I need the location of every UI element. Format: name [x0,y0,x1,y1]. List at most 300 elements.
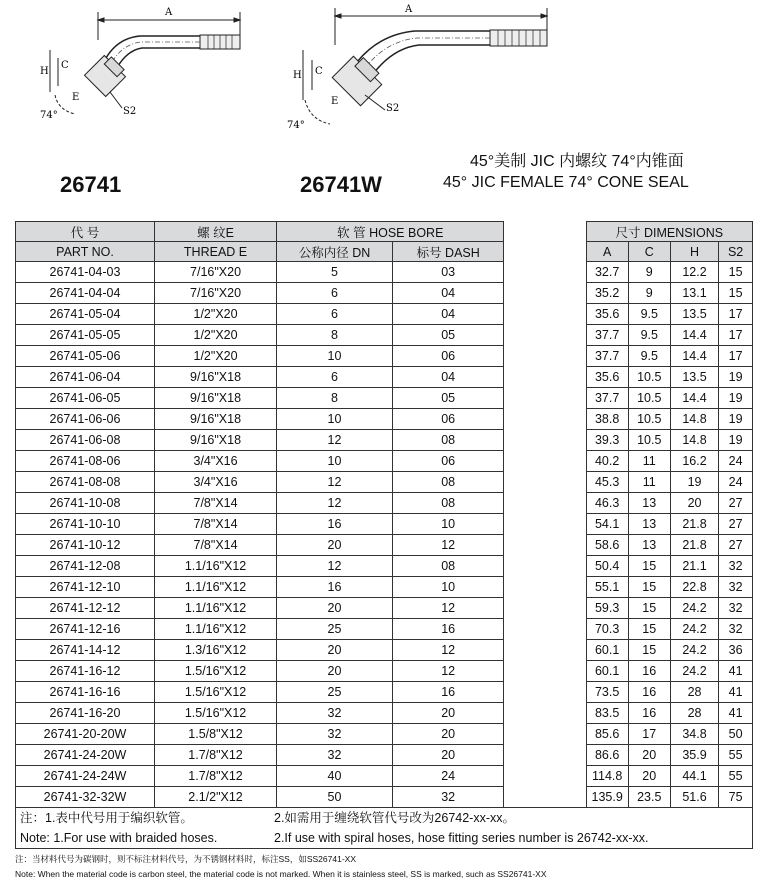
cell-c: 11 [628,472,670,493]
cell-gap [504,325,586,346]
cell-h: 14.8 [670,430,718,451]
cell-h: 22.8 [670,577,718,598]
cell-h: 34.8 [670,724,718,745]
cell-thread: 3/4"X16 [154,451,276,472]
cell-dn: 6 [277,304,393,325]
dim-e-label: E [72,92,80,103]
cell-part-no: 26741-10-10 [16,514,155,535]
cell-s2: 17 [719,346,753,367]
cell-s2: 32 [719,598,753,619]
table-row [16,703,753,724]
cell-h: 24.2 [670,640,718,661]
header-dimensions: 尺寸 DIMENSIONS [586,222,752,242]
cell-h: 13.5 [670,304,718,325]
table-row [16,325,753,346]
table-row [16,514,753,535]
cell-s2: 41 [719,661,753,682]
cell-dn: 10 [277,409,393,430]
note-row-cn [16,808,752,828]
cell-part-no: 26741-20-20W [16,724,155,745]
cell-dn: 5 [277,262,393,283]
cell-gap [504,346,586,367]
table-row [16,430,753,451]
cell-gap [504,493,586,514]
cell-gap [504,556,586,577]
cell-h: 14.8 [670,409,718,430]
cell-a: 135.9 [586,787,628,808]
cell-h: 14.4 [670,346,718,367]
spec-table [15,221,753,808]
header-dn: 公称内径 DN [277,242,393,262]
cell-gap [504,703,586,724]
header-thread-e: THREAD E [154,242,276,262]
cell-a: 73.5 [586,682,628,703]
cell-c: 13 [628,514,670,535]
table-row [16,661,753,682]
cell-thread: 1.1/16"X12 [154,619,276,640]
cell-part-no: 26741-05-04 [16,304,155,325]
cell-part-no: 26741-06-04 [16,367,155,388]
cell-c: 15 [628,619,670,640]
table-row [16,766,753,787]
cell-c: 15 [628,556,670,577]
cell-thread: 1.5/16"X12 [154,703,276,724]
table-row [16,724,753,745]
cell-c: 20 [628,745,670,766]
dim-h-label: H [293,70,302,81]
cell-s2: 15 [719,262,753,283]
cell-h: 24.2 [670,598,718,619]
cell-thread: 1.5/16"X12 [154,682,276,703]
cell-dn: 6 [277,367,393,388]
cell-a: 83.5 [586,703,628,724]
cell-a: 38.8 [586,409,628,430]
cell-dash: 04 [392,367,504,388]
cell-part-no: 26741-08-08 [16,472,155,493]
header-gap [504,222,586,242]
table-row [16,346,753,367]
cell-thread: 1.1/16"X12 [154,598,276,619]
cell-s2: 50 [719,724,753,745]
table-header-row-1 [16,222,753,242]
cell-thread: 7/8"X14 [154,535,276,556]
dim-s2-label: S2 [123,106,137,117]
cell-s2: 19 [719,409,753,430]
cell-thread: 7/16"X20 [154,283,276,304]
cell-part-no: 26741-24-20W [16,745,155,766]
cell-a: 40.2 [586,451,628,472]
cell-gap [504,745,586,766]
cell-thread: 1.7/8"X12 [154,766,276,787]
cell-s2: 24 [719,451,753,472]
cell-dash: 06 [392,346,504,367]
cell-h: 51.6 [670,787,718,808]
cell-s2: 17 [719,304,753,325]
cell-h: 21.8 [670,514,718,535]
cell-part-no: 26741-06-08 [16,430,155,451]
notes-box [15,807,753,849]
cell-thread: 1/2"X20 [154,304,276,325]
cell-dash: 24 [392,766,504,787]
header-h: H [670,242,718,262]
cell-dn: 10 [277,451,393,472]
title-chinese: 45°美制 JIC 内螺纹 74°内锥面 [470,153,684,170]
cell-gap [504,682,586,703]
cell-c: 9.5 [628,325,670,346]
cell-dn: 12 [277,556,393,577]
cell-gap [504,661,586,682]
cell-dn: 20 [277,661,393,682]
dim-e-label: E [331,96,339,107]
cell-dn: 12 [277,493,393,514]
cell-part-no: 26741-10-08 [16,493,155,514]
cell-dn: 8 [277,325,393,346]
dim-a-label: A [405,4,413,15]
cell-c: 9 [628,262,670,283]
table-row [16,451,753,472]
cell-a: 114.8 [586,766,628,787]
cell-s2: 41 [719,703,753,724]
cell-gap [504,451,586,472]
cell-thread: 7/8"X14 [154,493,276,514]
cell-thread: 9/16"X18 [154,409,276,430]
angle-label: 74° [40,110,58,121]
cell-gap [504,640,586,661]
table-row [16,535,753,556]
table-row [16,262,753,283]
dim-s2-label: S2 [386,103,400,114]
header-s2: S2 [719,242,753,262]
cell-part-no: 26741-06-06 [16,409,155,430]
cell-a: 50.4 [586,556,628,577]
cell-dn: 12 [277,472,393,493]
header-thread-cn: 螺 纹E [154,222,276,242]
footnote-chinese: 注：当材料代号为碳钢时，则不标注材料代号，为不锈钢材料时，标注SS，如SS26741-XX [15,854,356,864]
cell-h: 24.2 [670,619,718,640]
cell-a: 60.1 [586,661,628,682]
dim-c-label: C [61,60,69,71]
cell-s2: 19 [719,388,753,409]
header-gap [504,242,586,262]
cell-gap [504,535,586,556]
cell-gap [504,304,586,325]
cell-gap [504,787,586,808]
cell-c: 9 [628,283,670,304]
table-row [16,367,753,388]
cell-s2: 24 [719,472,753,493]
cell-h: 14.4 [670,325,718,346]
cell-s2: 15 [719,283,753,304]
cell-h: 19 [670,472,718,493]
title-english: 45° JIC FEMALE 74° CONE SEAL [443,174,689,191]
dim-a-label: A [165,7,173,18]
cell-thread: 1.1/16"X12 [154,556,276,577]
cell-s2: 55 [719,766,753,787]
cell-s2: 32 [719,577,753,598]
cell-dash: 10 [392,577,504,598]
table-row [16,577,753,598]
cell-a: 32.7 [586,262,628,283]
cell-gap [504,283,586,304]
cell-a: 37.7 [586,388,628,409]
cell-gap [504,367,586,388]
cell-dash: 04 [392,304,504,325]
cell-part-no: 26741-10-12 [16,535,155,556]
cell-a: 58.6 [586,535,628,556]
cell-s2: 32 [719,556,753,577]
table-row [16,283,753,304]
cell-dn: 20 [277,535,393,556]
cell-dn: 10 [277,346,393,367]
cell-c: 17 [628,724,670,745]
cell-part-no: 26741-12-10 [16,577,155,598]
header-a: A [586,242,628,262]
cell-a: 37.7 [586,346,628,367]
cell-gap [504,409,586,430]
cell-c: 16 [628,682,670,703]
cell-dash: 32 [392,787,504,808]
cell-a: 55.1 [586,577,628,598]
cell-thread: 1/2"X20 [154,346,276,367]
cell-thread: 3/4"X16 [154,472,276,493]
cell-s2: 17 [719,325,753,346]
cell-s2: 27 [719,535,753,556]
cell-h: 28 [670,682,718,703]
cell-gap [504,598,586,619]
fitting-drawing-26741w [285,0,555,135]
cell-dn: 32 [277,724,393,745]
cell-h: 13.5 [670,367,718,388]
cell-thread: 9/16"X18 [154,388,276,409]
cell-c: 10.5 [628,388,670,409]
cell-s2: 41 [719,682,753,703]
cell-h: 24.2 [670,661,718,682]
table-row [16,409,753,430]
cell-gap [504,388,586,409]
cell-dash: 10 [392,514,504,535]
header-c: C [628,242,670,262]
cell-h: 16.2 [670,451,718,472]
cell-c: 13 [628,493,670,514]
cell-h: 28 [670,703,718,724]
note-en-2: 2.If use with spiral hoses, hose fitting series number is 26742-xx-xx. [274,831,649,845]
table-body [16,262,753,808]
cell-c: 15 [628,640,670,661]
cell-a: 37.7 [586,325,628,346]
cell-c: 10.5 [628,409,670,430]
table-header-row-2 [16,242,753,262]
cell-gap [504,430,586,451]
cell-thread: 1.5/8"X12 [154,724,276,745]
cell-c: 20 [628,766,670,787]
cell-dn: 25 [277,619,393,640]
cell-part-no: 26741-32-32W [16,787,155,808]
table-row [16,787,753,808]
note-cn-2: 2.如需用于缠绕软管代号改为26742-xx-xx。 [274,811,516,825]
table-row [16,388,753,409]
cell-a: 70.3 [586,619,628,640]
cell-c: 9.5 [628,346,670,367]
cell-dash: 12 [392,535,504,556]
cell-thread: 1.3/16"X12 [154,640,276,661]
note-cn-1: 注：1.表中代号用于编织软管。 [20,811,193,825]
cell-a: 39.3 [586,430,628,451]
cell-thread: 7/16"X20 [154,262,276,283]
cell-thread: 1.1/16"X12 [154,577,276,598]
cell-s2: 19 [719,430,753,451]
footnote-english: Note: When the material code is carbon steel, the material code is not marked. When it is stainless steel, SS is marked, such as SS26741-XX [15,869,547,879]
cell-dash: 12 [392,640,504,661]
cell-s2: 27 [719,514,753,535]
cell-dash: 04 [392,283,504,304]
cell-thread: 9/16"X18 [154,430,276,451]
cell-gap [504,766,586,787]
cell-dash: 12 [392,598,504,619]
dim-h-label: H [40,66,49,77]
cell-c: 13 [628,535,670,556]
cell-h: 13.1 [670,283,718,304]
header-dash: 标号 DASH [392,242,504,262]
cell-thread: 1/2"X20 [154,325,276,346]
cell-part-no: 26741-16-16 [16,682,155,703]
table-row [16,598,753,619]
cell-part-no: 26741-05-05 [16,325,155,346]
cell-part-no: 26741-14-12 [16,640,155,661]
cell-c: 10.5 [628,367,670,388]
cell-c: 9.5 [628,304,670,325]
cell-a: 60.1 [586,640,628,661]
cell-dash: 05 [392,325,504,346]
header-hose-bore: 软 管 HOSE BORE [277,222,504,242]
cell-part-no: 26741-24-24W [16,766,155,787]
cell-c: 23.5 [628,787,670,808]
table-row [16,619,753,640]
cell-part-no: 26741-04-03 [16,262,155,283]
dim-c-label: C [315,66,323,77]
cell-part-no: 26741-16-12 [16,661,155,682]
cell-dash: 20 [392,745,504,766]
table-row [16,640,753,661]
table-row [16,682,753,703]
cell-c: 15 [628,577,670,598]
note-en-1: Note: 1.For use with braided hoses. [20,831,218,845]
cell-dash: 08 [392,493,504,514]
table-row [16,472,753,493]
cell-dn: 20 [277,598,393,619]
cell-dash: 05 [392,388,504,409]
cell-h: 21.8 [670,535,718,556]
cell-gap [504,577,586,598]
cell-a: 35.2 [586,283,628,304]
cell-c: 10.5 [628,430,670,451]
cell-s2: 32 [719,619,753,640]
cell-part-no: 26741-12-08 [16,556,155,577]
cell-h: 21.1 [670,556,718,577]
cell-dn: 20 [277,640,393,661]
cell-part-no: 26741-12-12 [16,598,155,619]
cell-thread: 1.7/8"X12 [154,745,276,766]
cell-dn: 16 [277,577,393,598]
cell-thread: 1.5/16"X12 [154,661,276,682]
cell-thread: 7/8"X14 [154,514,276,535]
cell-part-no: 26741-06-05 [16,388,155,409]
cell-thread: 9/16"X18 [154,367,276,388]
cell-c: 11 [628,451,670,472]
table-row [16,745,753,766]
cell-a: 45.3 [586,472,628,493]
cell-a: 46.3 [586,493,628,514]
angle-label: 74° [287,120,305,131]
cell-dash: 12 [392,661,504,682]
cell-dash: 03 [392,262,504,283]
cell-gap [504,262,586,283]
fitting-drawing-26741 [30,0,260,135]
cell-dash: 08 [392,472,504,493]
cell-s2: 75 [719,787,753,808]
cell-gap [504,724,586,745]
cell-dash: 06 [392,451,504,472]
cell-a: 59.3 [586,598,628,619]
cell-s2: 55 [719,745,753,766]
model-number-left: 26741 [60,172,122,197]
cell-dn: 50 [277,787,393,808]
cell-gap [504,514,586,535]
cell-dash: 16 [392,619,504,640]
cell-s2: 19 [719,367,753,388]
cell-h: 44.1 [670,766,718,787]
cell-dn: 32 [277,745,393,766]
cell-dash: 06 [392,409,504,430]
cell-part-no: 26741-08-06 [16,451,155,472]
cell-dn: 32 [277,703,393,724]
table-row [16,304,753,325]
note-row-en [16,828,752,848]
cell-c: 16 [628,703,670,724]
cell-a: 35.6 [586,304,628,325]
cell-s2: 36 [719,640,753,661]
header-part-no: PART NO. [16,242,155,262]
cell-c: 15 [628,598,670,619]
cell-h: 35.9 [670,745,718,766]
cell-a: 35.6 [586,367,628,388]
cell-dn: 6 [277,283,393,304]
header-part-cn: 代 号 [16,222,155,242]
cell-dash: 16 [392,682,504,703]
cell-dn: 16 [277,514,393,535]
table-row [16,493,753,514]
cell-h: 20 [670,493,718,514]
cell-a: 54.1 [586,514,628,535]
cell-a: 85.6 [586,724,628,745]
cell-dn: 40 [277,766,393,787]
cell-s2: 27 [719,493,753,514]
cell-part-no: 26741-16-20 [16,703,155,724]
cell-dash: 08 [392,556,504,577]
cell-part-no: 26741-04-04 [16,283,155,304]
cell-part-no: 26741-05-06 [16,346,155,367]
cell-dn: 12 [277,430,393,451]
cell-h: 12.2 [670,262,718,283]
cell-gap [504,619,586,640]
cell-part-no: 26741-12-16 [16,619,155,640]
cell-dash: 20 [392,724,504,745]
cell-dn: 25 [277,682,393,703]
cell-thread: 2.1/2"X12 [154,787,276,808]
table-row [16,556,753,577]
cell-gap [504,472,586,493]
cell-c: 16 [628,661,670,682]
cell-dn: 8 [277,388,393,409]
